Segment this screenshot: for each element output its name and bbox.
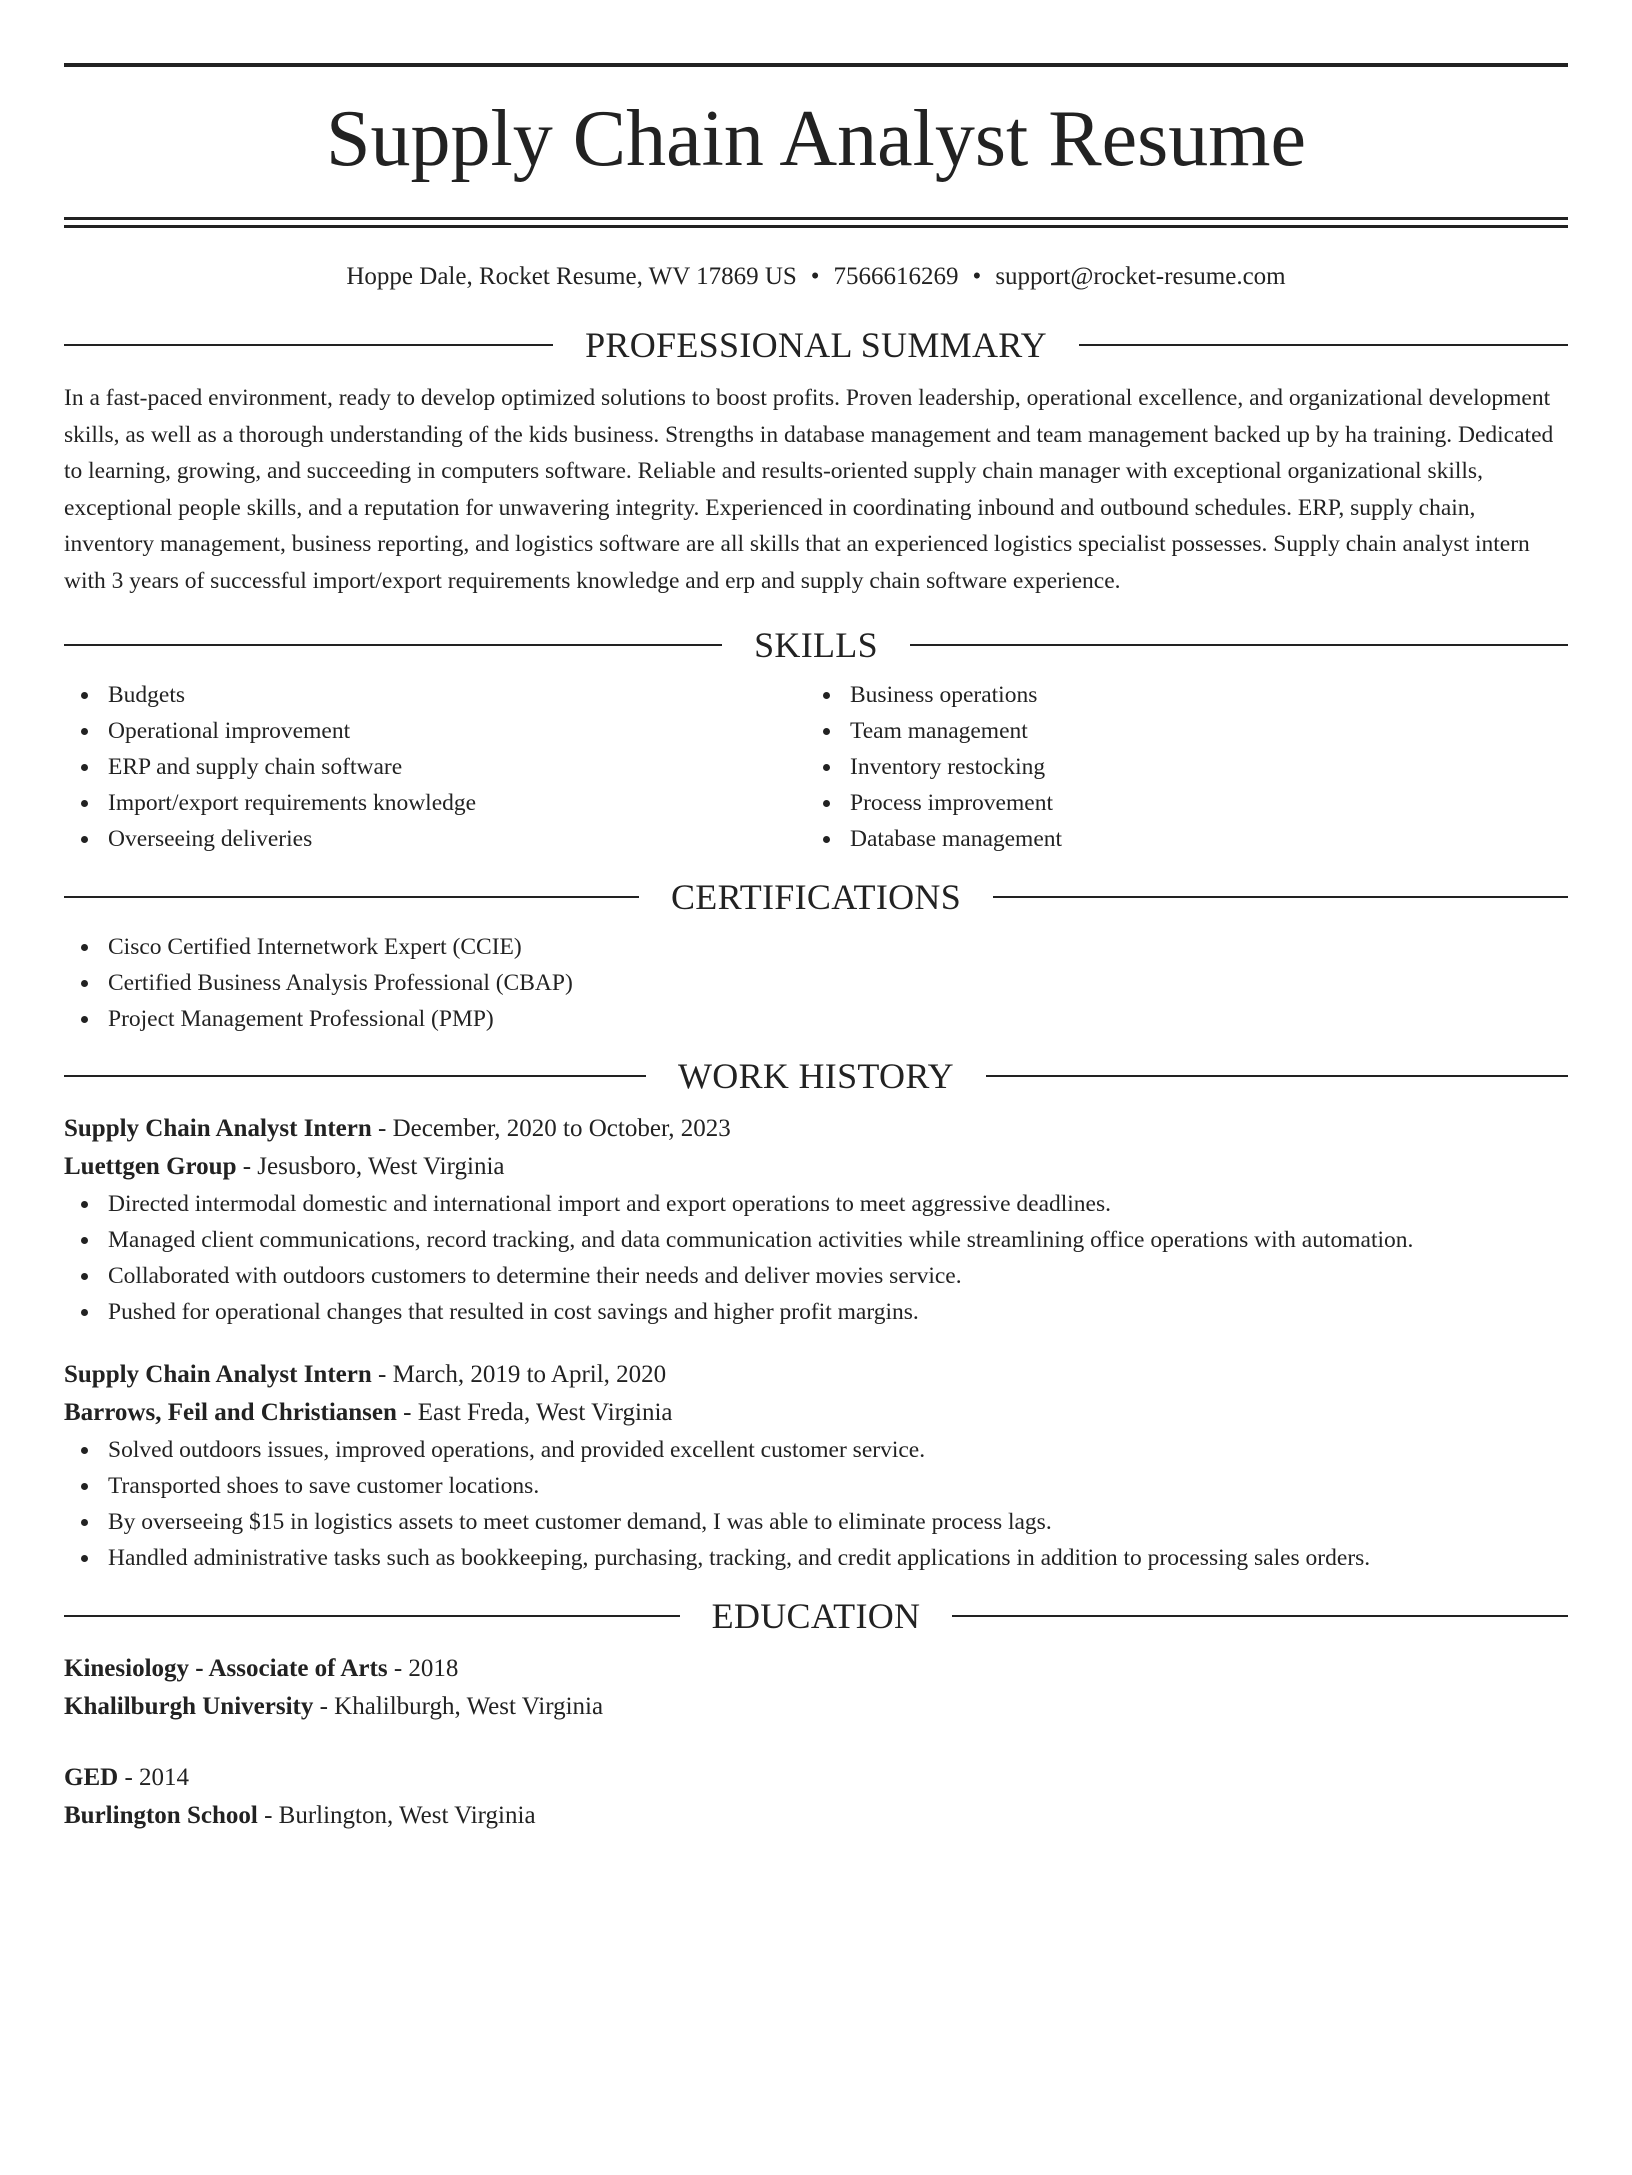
education-location: - Khalilburgh, West Virginia [313, 1693, 604, 1720]
education-degree: GED [64, 1764, 119, 1791]
skills-column-right [806, 677, 1548, 857]
section-title: PROFESSIONAL SUMMARY [585, 325, 1047, 365]
job-duty: Handled administrative tasks such as bookkeeping, purchasing, tracking, and credit applications in addition to processing sales orders. [64, 1540, 1568, 1576]
job-location: - Jesusboro, West Virginia [236, 1153, 505, 1180]
divider-line [952, 1615, 1568, 1617]
divider-line [64, 1615, 680, 1617]
skills-column-left [64, 677, 806, 857]
title-double-rule [64, 217, 1568, 228]
contact-separator: • [810, 263, 820, 290]
contact-address: Hoppe Dale, Rocket Resume, WV 17869 US [346, 263, 797, 290]
certification-item: Project Management Professional (PMP) [64, 1001, 1568, 1037]
education-heading [64, 1596, 1568, 1636]
job-duties-list [64, 1432, 1568, 1576]
education-entry [64, 1650, 1568, 1726]
resume-page [0, 63, 1632, 2175]
job-title-line [64, 1110, 1568, 1148]
education-year: - 2018 [387, 1655, 459, 1682]
job-location: - East Freda, West Virginia [396, 1399, 673, 1426]
job-duty: Transported shoes to save customer locations. [64, 1468, 1568, 1504]
contact-email: support@rocket-resume.com [995, 263, 1286, 290]
skills-heading [64, 625, 1568, 665]
divider-line [910, 644, 1568, 646]
education-school: Burlington School [64, 1802, 258, 1829]
education-school-line [64, 1797, 1568, 1835]
certification-item: Certified Business Analysis Professional (CBAP) [64, 965, 1568, 1001]
job-dates: - March, 2019 to April, 2020 [371, 1361, 667, 1388]
divider-line [1079, 344, 1568, 346]
skill-item: Inventory restocking [806, 749, 1548, 785]
job-company-line [64, 1394, 1568, 1432]
certifications-heading [64, 877, 1568, 917]
job-entry [64, 1110, 1568, 1330]
job-dates: - December, 2020 to October, 2023 [371, 1115, 731, 1142]
section-title: SKILLS [754, 625, 878, 665]
contact-separator: • [972, 263, 982, 290]
job-company: Barrows, Feil and Christiansen [64, 1399, 397, 1426]
work-history-heading [64, 1056, 1568, 1096]
job-entry [64, 1356, 1568, 1576]
job-duty: By overseeing $15 in logistics assets to meet customer demand, I was able to eliminate process lags. [64, 1504, 1568, 1540]
certification-item: Cisco Certified Internetwork Expert (CCIE) [64, 929, 1568, 965]
contact-line [64, 262, 1568, 292]
skill-item: ERP and supply chain software [64, 749, 806, 785]
job-duty: Solved outdoors issues, improved operations, and provided excellent customer service. [64, 1432, 1568, 1468]
skill-item: Team management [806, 713, 1548, 749]
summary-text: In a fast-paced environment, ready to develop optimized solutions to boost profits. Proven leadership, operational excellence, and organizational development skills, as well as a thorough understanding of the kids business. Strengths in database management and team management backed up by ha training. Dedicated to learning, growing, and succeeding in computers software. Reliable and results-oriented supply chain manager with exceptional organizational skills, exceptional people skills, and a reputation for unwavering integrity. Experienced in coordinating inbound and outbound schedules. ERP, supply chain, inventory management, business reporting, and logistics software are all skills that an experienced logistics specialist possesses. Supply chain analyst intern with 3 years of successful import/export requirements knowledge and erp and supply chain software experience. [64, 385, 1554, 594]
education-year: - 2014 [118, 1764, 190, 1791]
job-duty: Managed client communications, record tracking, and data communication activities while streamlining office operations with automation. [64, 1222, 1568, 1258]
divider-line [64, 1075, 646, 1077]
education-entry [64, 1759, 1568, 1835]
job-company: Luettgen Group [64, 1153, 237, 1180]
section-title: WORK HISTORY [678, 1056, 954, 1096]
job-duty: Pushed for operational changes that resulted in cost savings and higher profit margins. [64, 1294, 1568, 1330]
skill-item: Operational improvement [64, 713, 806, 749]
skill-item: Overseeing deliveries [64, 821, 806, 857]
page-title: Supply Chain Analyst Resume [326, 95, 1306, 183]
skill-item: Process improvement [806, 785, 1548, 821]
job-title: Supply Chain Analyst Intern [64, 1361, 372, 1388]
skill-item: Business operations [806, 677, 1548, 713]
certifications-list [64, 929, 1568, 1037]
education-degree: Kinesiology - Associate of Arts [64, 1655, 388, 1682]
education-location: - Burlington, West Virginia [257, 1802, 536, 1829]
divider-line [993, 896, 1568, 898]
contact-phone: 7566616269 [833, 263, 959, 290]
divider-line [64, 344, 553, 346]
skills-grid [64, 677, 1568, 857]
skill-item: Database management [806, 821, 1548, 857]
skill-item: Budgets [64, 677, 806, 713]
skill-item: Import/export requirements knowledge [64, 785, 806, 821]
education-degree-line [64, 1759, 1568, 1797]
job-company-line [64, 1148, 1568, 1186]
job-title-line [64, 1356, 1568, 1394]
divider-line [64, 896, 639, 898]
divider-line [986, 1075, 1568, 1077]
job-duty: Directed intermodal domestic and international import and export operations to meet aggressive deadlines. [64, 1186, 1568, 1222]
section-title: CERTIFICATIONS [670, 877, 962, 917]
education-school-line [64, 1688, 1568, 1726]
education-degree-line [64, 1650, 1568, 1688]
job-duties-list [64, 1186, 1568, 1330]
job-title: Supply Chain Analyst Intern [64, 1115, 372, 1142]
top-rule [64, 63, 1568, 67]
section-title: EDUCATION [711, 1596, 921, 1636]
summary-heading [64, 325, 1568, 365]
education-school: Khalilburgh University [64, 1693, 314, 1720]
divider-line [64, 644, 722, 646]
job-duty: Collaborated with outdoors customers to determine their needs and deliver movies service. [64, 1258, 1568, 1294]
